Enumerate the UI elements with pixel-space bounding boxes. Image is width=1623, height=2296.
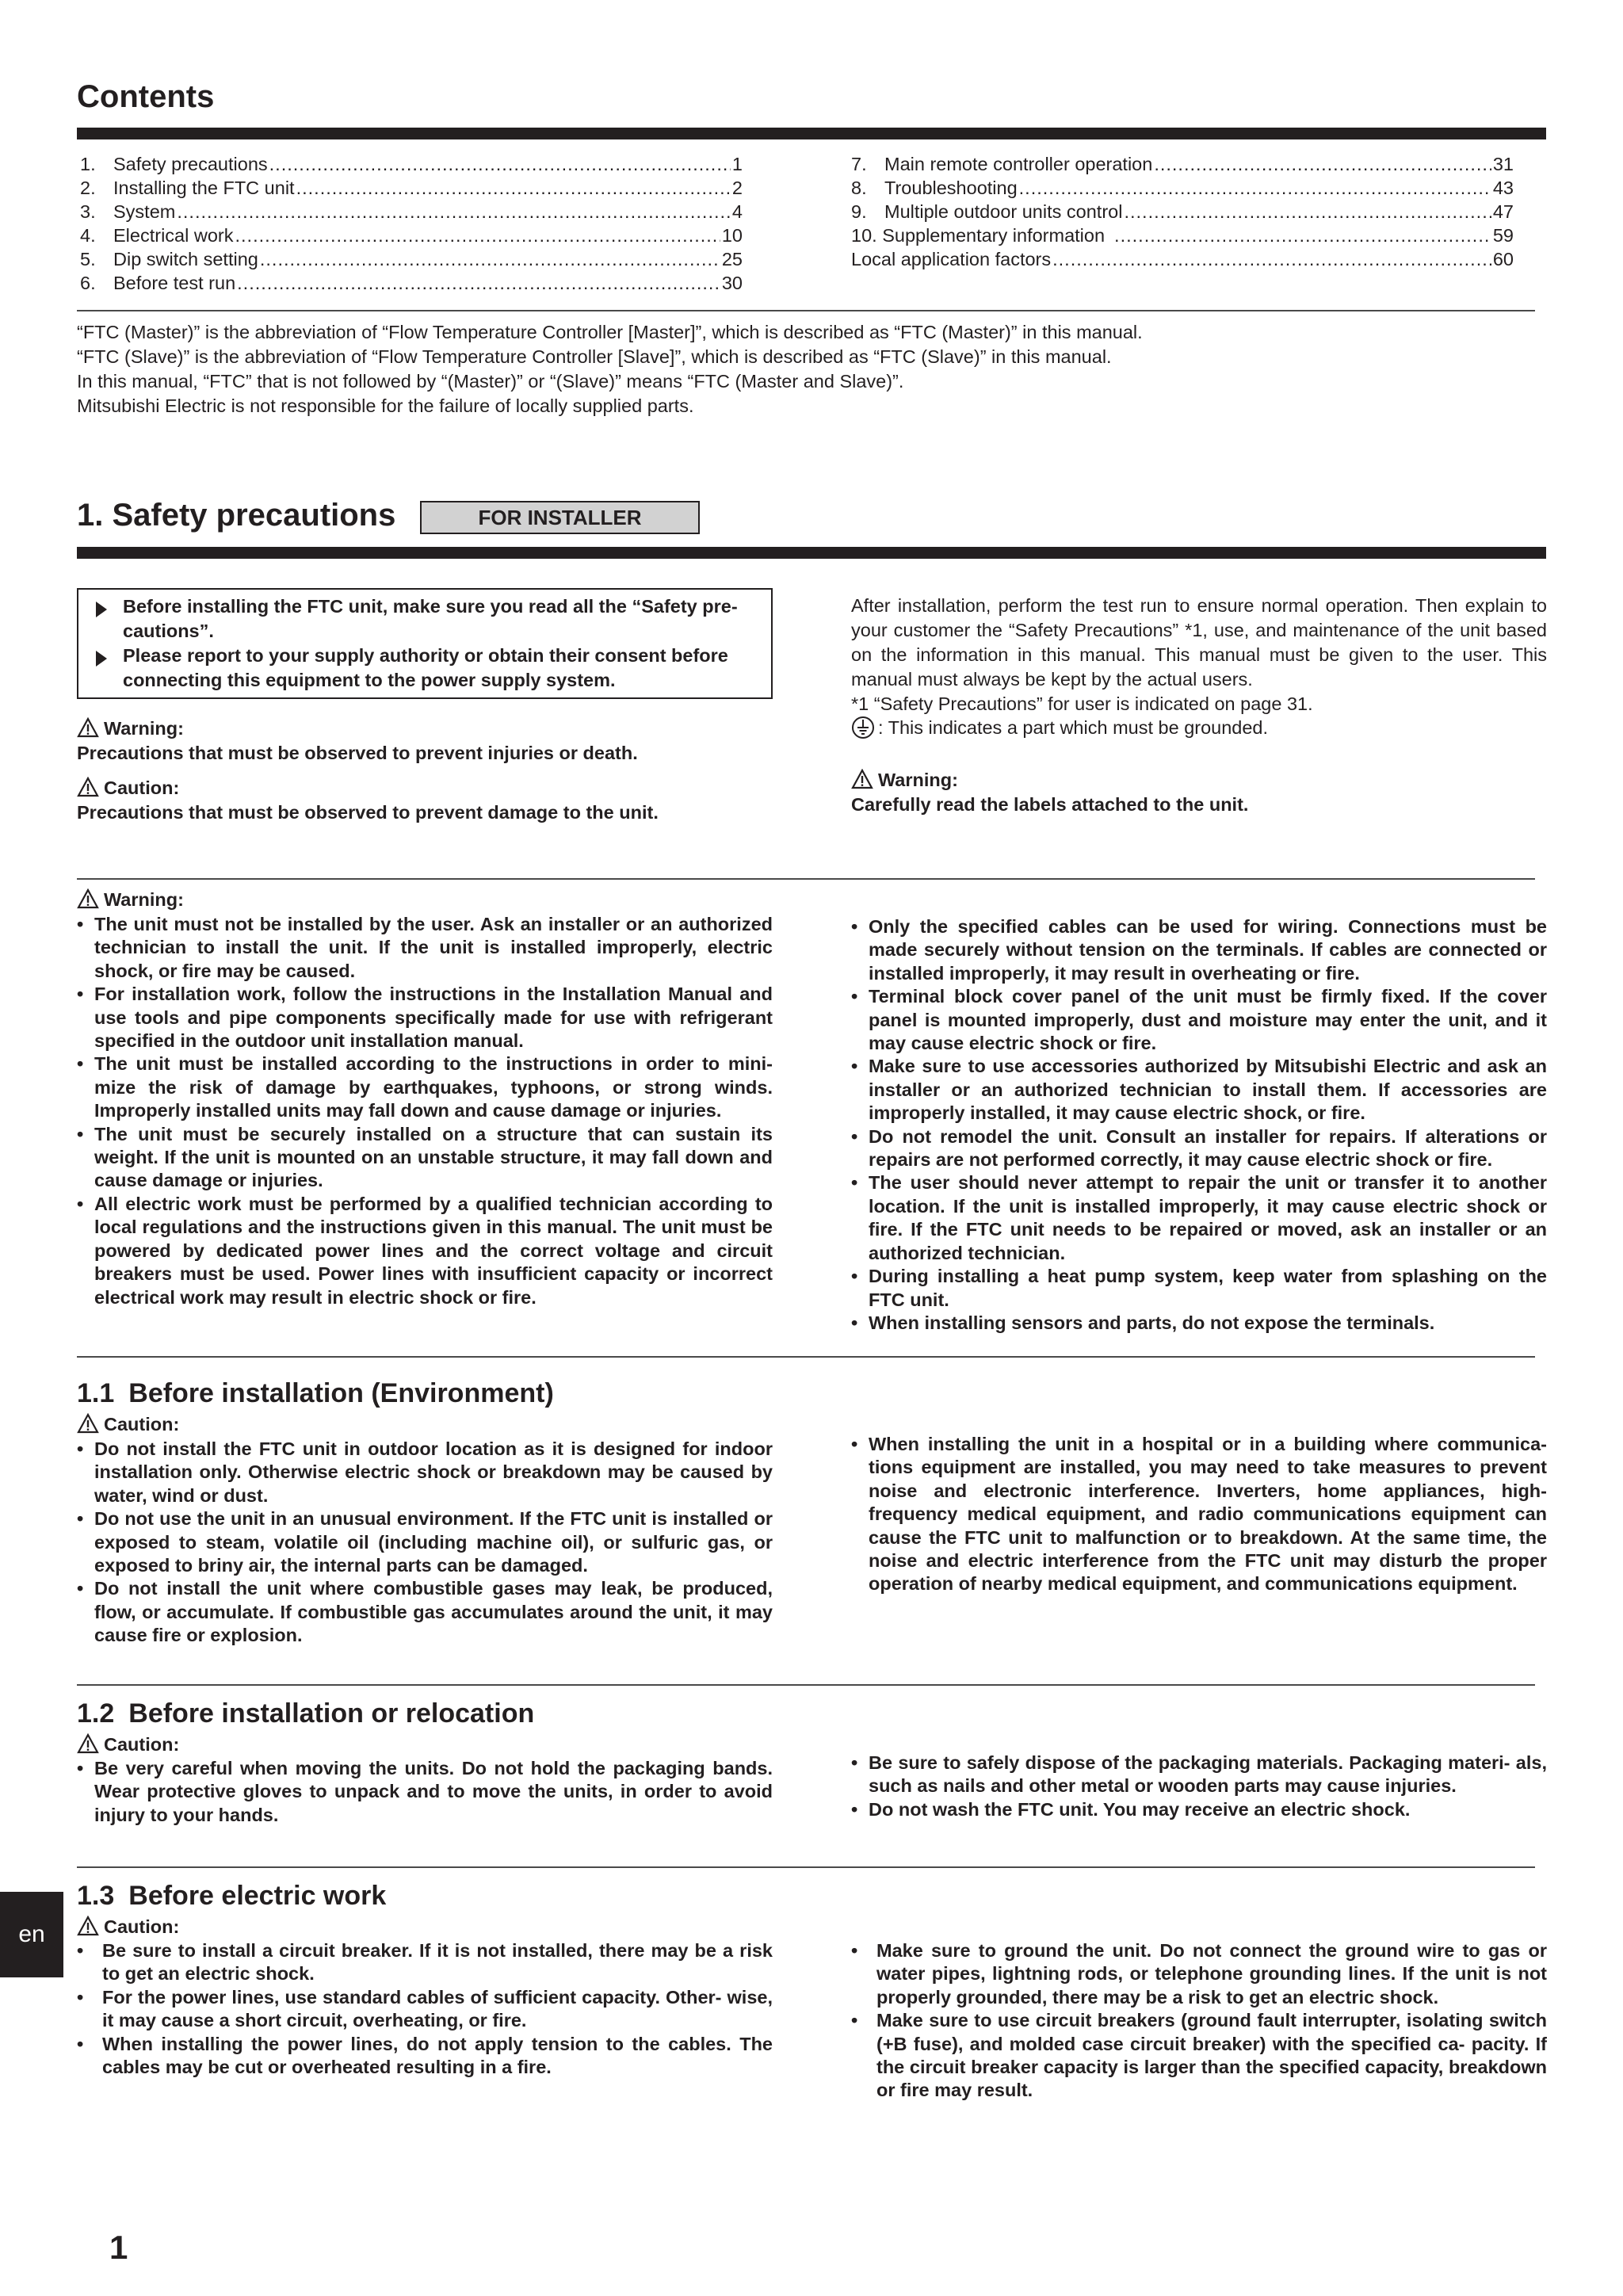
page-number: 1 — [109, 2229, 128, 2266]
toc-left — [80, 152, 743, 295]
list-item: • Make sure to ground the unit. Do not connect the ground wire to gas or water pipes, lightning rods, or telephone grounding lines. If the unit is not properly grounded, there may be a risk to get an electric shock. — [851, 1939, 1547, 2009]
abbreviation-notes: “FTC (Master)” is the abbreviation of “Flow Temperature Controller [Master]”, which is described as “FTC (Master)” in this manual. “FTC (Slave)” is the abbreviation of “Flow Temperature Controller [Slave]”, which is described as “FTC (Slave)” in this manual. In this manual, “FTC” that is not followed by “(Master)” or “(Slave)” means “FTC (Master and Slave)”. Mitsubishi Electric is not responsible for the failure of locally supplied parts. — [77, 322, 1143, 416]
list-item: • Terminal block cover panel of the unit must be firmly fixed. If the cover panel is mounted improperly, dust and moisture may enter the unit, and it may cause electric shock or fire. — [851, 985, 1547, 1055]
ground-note: : This indicates a part which must be grounded. — [851, 716, 1547, 740]
divider — [77, 1356, 1535, 1358]
divider — [77, 310, 1535, 311]
installer-intro: After installation, perform the test run to ensure normal operation. Then explain to your customer the “Safety Precautions” *1, use, and maintenance of the unit based on the information in this manual. This manual must be given to the user. This manual must always be kept by the actual users. — [851, 595, 1547, 690]
caution-list-right — [851, 1433, 1547, 1596]
arrow-icon — [96, 602, 107, 617]
contents-title: Contents — [77, 79, 215, 114]
toc-entry[interactable]: 9. Multiple outdoor units control ..... 47 — [851, 200, 1514, 223]
toc-entry[interactable]: Local application factors ..... 60 — [851, 247, 1514, 271]
list-item: • Do not use the unit in an unusual environment. If the FTC unit is installed or exposed to steam, volatile oil (including machine oil), or sulfuric gas, or exposed to briny air, the internal parts can be damaged. — [77, 1507, 773, 1577]
caution-heading: Caution: — [77, 1733, 179, 1757]
contents-rule — [77, 128, 1546, 139]
caution-list-left — [77, 1757, 773, 1827]
list-item: • Only the specified cables can be used for wiring. Connections must be made securely without tension on the terminals. If cables are connected or installed improperly, it may result in overheating or fire. — [851, 915, 1547, 985]
list-item: • The unit must not be installed by the user. Ask an installer or an authorized technician to install the unit. If the unit is installed improperly, electric shock, or fire may be caused. — [77, 913, 773, 983]
list-item: • Make sure to use accessories authorized by Mitsubishi Electric and ask an installer or an authorized technician to install them. If accessories are improperly installed, it may cause electric shock, or fire. — [851, 1055, 1547, 1125]
caution-list-left — [77, 1438, 773, 1648]
divider — [77, 878, 1535, 880]
warning-icon — [77, 888, 99, 909]
caution-list-right — [851, 1939, 1547, 2103]
warning-list-left — [77, 913, 773, 1309]
toc-entry[interactable]: 7. Main remote controller operation ..... 31 — [851, 152, 1514, 176]
list-item: • All electric work must be performed by a qualified technician according to local regulations and the instructions given in this manual. The unit must be powered by dedicated power lines and the correct voltage and circuit breakers must be used. Power lines with insufficient capacity or incorrect electrical work may result in electric shock or fire. — [77, 1193, 773, 1309]
toc-entry[interactable]: 5. Dip switch setting ..... 25 — [80, 247, 743, 271]
caution-definition: Precautions that must be observed to prevent damage to the unit. — [77, 802, 659, 823]
caution-icon — [77, 1916, 99, 1936]
list-item: • Do not install the FTC unit in outdoor location as it is designed for indoor installation only. Otherwise electric shock or breakdown may be caused by water, wind or dust. — [77, 1438, 773, 1507]
list-item: • Be very careful when moving the units. Do not hold the packaging bands. Wear protective gloves to unpack and to move the units, in order to avoid injury to your hands. — [77, 1757, 773, 1827]
list-item: • When installing the unit in a hospital or in a building where communica- tions equipment are installed, you may need to take measures to prevent noise and electronic interference. Inverters, home appliances, high- frequency medical equipment, and radio communications equipment can cause the FTC unit to malfunction or to breakdown. At the same time, the noise and electric interference from the FTC unit may disturb the proper operation of nearby medical equipment, and communications equipment. — [851, 1433, 1547, 1596]
caution-list-left — [77, 1939, 773, 2079]
toc-entry[interactable]: 3. System ..... 4 — [80, 200, 743, 223]
divider — [77, 1684, 1535, 1686]
list-item: • Be sure to install a circuit breaker. If it is not installed, there may be a risk to get an electric shock. — [77, 1939, 773, 1986]
ground-icon — [851, 716, 875, 739]
section-1-2-title: 1.2 Before installation or relocation — [77, 1698, 535, 1729]
toc-right — [851, 152, 1514, 271]
warning-heading: Warning: — [77, 888, 184, 912]
list-item: • The unit must be securely installed on a structure that can sustain its weight. If the unit is mounted on an unstable structure, it may fall down and cause damage or injuries. — [77, 1123, 773, 1193]
safety-title: 1. Safety precautions — [77, 498, 396, 533]
warning-icon — [77, 717, 99, 738]
language-tab: en — [0, 1892, 63, 1977]
toc-entry[interactable]: 2. Installing the FTC unit ..... 2 — [80, 176, 743, 200]
warning-heading: Warning: — [851, 768, 958, 793]
section-1-3-title: 1.3 Before electric work — [77, 1881, 387, 1911]
toc-entry[interactable]: 10. Supplementary information ..... 59 — [851, 223, 1514, 247]
toc-entry[interactable]: 1. Safety precautions ..... 1 — [80, 152, 743, 176]
caution-list-right — [851, 1752, 1547, 1821]
list-item: • The unit must be installed according to the instructions in order to mini- mize the risk of damage by earthquakes, typhoons, or strong winds. Improperly installed units may fall down and cause damage or injuries. — [77, 1052, 773, 1122]
list-item: • Make sure to use circuit breakers (ground fault interrupter, isolating switch (+B fuse), and molded case circuit breaker) with the specified ca- pacity. If the circuit breaker capacity is larger than the specified capacity, breakdown or fire may result. — [851, 2009, 1547, 2103]
list-item: • For installation work, follow the instructions in the Installation Manual and use tools and pipe components specifically made for use with refrigerant specified in the outdoor unit installation manual. — [77, 983, 773, 1052]
toc-entry[interactable]: 8. Troubleshooting ..... 43 — [851, 176, 1514, 200]
toc-entry[interactable]: 4. Electrical work ..... 10 — [80, 223, 743, 247]
list-item: • The user should never attempt to repair the unit or transfer it to another location. If the unit is installed improperly, it may cause electric shock or fire. If the FTC unit needs to be repaired or moved, ask an installer or an authorized technician. — [851, 1171, 1547, 1265]
warning-icon — [851, 769, 873, 789]
for-installer-badge: FOR INSTALLER — [420, 501, 700, 534]
caution-heading: Caution: — [77, 1915, 179, 1939]
list-item: • Do not wash the FTC unit. You may receive an electric shock. — [851, 1798, 1547, 1821]
notice-box — [77, 588, 773, 699]
warning-definition: Precautions that must be observed to prevent injuries or death. — [77, 743, 638, 763]
list-item: • When installing sensors and parts, do not expose the terminals. — [851, 1312, 1547, 1335]
toc-entry[interactable]: 6. Before test run ..... 30 — [80, 271, 743, 295]
arrow-icon — [96, 651, 107, 667]
caution-icon — [77, 1733, 99, 1754]
list-item: • When installing the power lines, do not apply tension to the cables. The cables may be cut or overheated resulting in a fire. — [77, 2033, 773, 2080]
labels-warning: Carefully read the labels attached to the unit. — [851, 794, 1249, 815]
caution-icon — [77, 777, 99, 797]
section-1-1-title: 1.1 Before installation (Environment) — [77, 1378, 554, 1408]
list-item: • Do not install the unit where combustible gases may leak, be produced, flow, or accumulate. If combustible gas accumulates around the unit, it may cause fire or explosion. — [77, 1577, 773, 1647]
notice-item: Please report to your supply authority or obtain their consent before connecting this equipment to the power supply system. — [90, 644, 760, 693]
divider — [77, 1866, 1535, 1868]
warning-list-right — [851, 915, 1547, 1335]
notice-item: Before installing the FTC unit, make sure you read all the “Safety pre- cautions”. — [90, 594, 760, 644]
caution-heading: Caution: — [77, 1412, 179, 1437]
warning-heading: Warning: — [77, 716, 184, 741]
safety-rule — [77, 547, 1546, 559]
list-item: • During installing a heat pump system, keep water from splashing on the FTC unit. — [851, 1265, 1547, 1312]
list-item: • Be sure to safely dispose of the packaging materials. Packaging materi- als, such as nails and other metal or wooden parts may cause injuries. — [851, 1752, 1547, 1798]
caution-icon — [77, 1413, 99, 1434]
list-item: • Do not remodel the unit. Consult an installer for repairs. If alterations or repairs are not performed correctly, it may cause electric shock or fire. — [851, 1125, 1547, 1172]
list-item: • For the power lines, use standard cables of sufficient capacity. Other- wise, it may cause a short circuit, overheating, or fire. — [77, 1986, 773, 2033]
safety-note: *1 “Safety Precautions” for user is indicated on page 31. — [851, 693, 1313, 714]
caution-heading: Caution: — [77, 776, 179, 800]
